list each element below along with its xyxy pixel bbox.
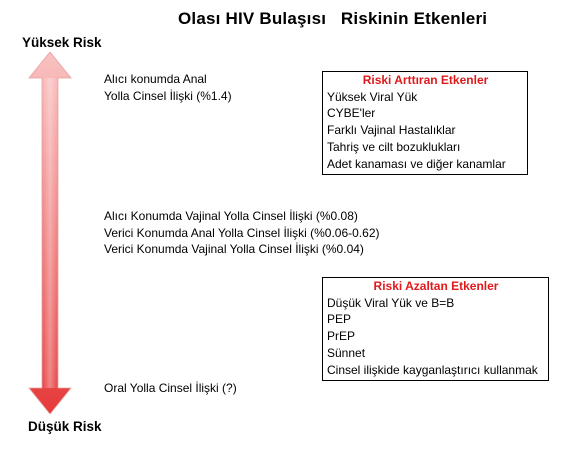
exposure-line: Alıcı konumda Anal — [104, 72, 207, 86]
factor-item: PrEP — [327, 329, 356, 344]
box-heading: Riski Arttıran Etkenler — [362, 73, 489, 87]
high-risk-exposure — [104, 71, 232, 104]
factor-item: PEP — [327, 312, 352, 327]
exposure-line: Verici Konumda Anal Yolla Cinsel İlişki (%0.06-0.62) — [104, 225, 380, 240]
page-title: Olası HIV Bulaşısı Riskinin Etkenleri — [178, 9, 488, 28]
factor-item: Yüksek Viral Yük — [327, 89, 418, 104]
high-risk-label: Yüksek Risk — [22, 35, 102, 50]
exposure-line: Oral Yolla Cinsel İlişki (?) — [104, 381, 237, 395]
low-risk-label: Düşük Risk — [28, 419, 102, 434]
factor-item: Adet kanaması ve diğer kanamlar — [327, 156, 506, 171]
box-heading: Riski Azaltan Etkenler — [373, 279, 499, 293]
factor-item: Sünnet — [327, 345, 366, 360]
factor-item: Farklı Vajinal Hastalıklar — [327, 123, 456, 138]
factor-item: Düşük Viral Yük ve B=B — [327, 295, 455, 310]
medium-risk-exposures — [104, 208, 379, 258]
factor-item: CYBE'ler — [327, 106, 376, 121]
risk-increasing-factors-box — [322, 71, 528, 175]
exposure-line: Verici Konumda Vajinal Yolla Cinsel İlişki (%0.04) — [104, 242, 364, 256]
risk-decreasing-factors-box — [322, 277, 549, 381]
factor-item: Tahriş ve cilt bozuklukları — [327, 139, 461, 154]
double-arrow-icon — [28, 52, 72, 414]
factor-item: Cinsel ilişkide kayganlaştırıcı kullanmak — [327, 362, 538, 377]
exposure-line: Yolla Cinsel İlişki (%1.4) — [104, 88, 232, 103]
low-risk-exposure — [104, 380, 237, 397]
risk-scale-arrow — [28, 52, 72, 414]
exposure-line: Alıcı Konumda Vajinal Yolla Cinsel İlişki (%0.08) — [104, 209, 358, 223]
